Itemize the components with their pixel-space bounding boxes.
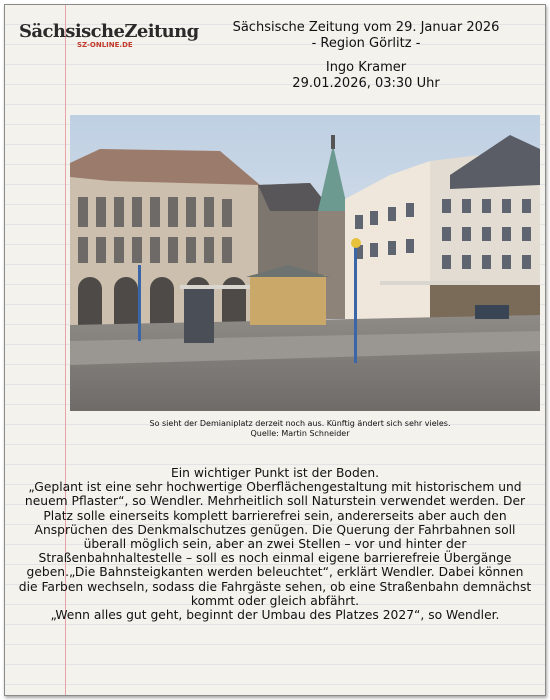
article-paragraph: „Geplant ist eine sehr hochwertige Oberflächengestaltung mit historischem und neuem Pflaster“, so Wendler. Mehrheitlich soll Naturstein verwendet werden. Der Platz solle einerseits komplett barrierefrei sein, andererseits aber auch den Ansprüchen des Denkmalschutzes genügen. Die Querung der Fahrbahnen soll überall möglich sein, aber an zwei Stellen – vor und hinter der Straßenbahnhaltestelle – soll es noch einmal eigene barrierefreie Übergänge geben.„Die Bahnsteigkanten werden beleuchtet“, erklärt Wendler. Dabei können die Farben wechseln, sodass die Fahrgäste sehen, ob eine Straßenbahn demnächst kommt oder gleich abfährt. [18, 480, 532, 608]
article-paragraph: Ein wichtiger Punkt ist der Boden. [170, 466, 380, 480]
logo-subtext: SZ-ONLINE.DE [77, 41, 133, 49]
street-scene-photo [70, 115, 540, 411]
publish-datetime: 29.01.2026, 03:30 Uhr [292, 76, 440, 91]
article-body [17, 466, 533, 622]
article-header [205, 20, 527, 92]
photo-caption [75, 419, 525, 439]
photo-credit: Quelle: Martin Schneider [250, 429, 350, 438]
author-name: Ingo Kramer [325, 60, 407, 75]
logo-text: SächsischeZeitung [19, 21, 199, 42]
edition-line: Sächsische Zeitung vom 29. Januar 2026 [232, 20, 500, 35]
newspaper-logo [19, 21, 199, 61]
clipping-sheet [4, 4, 546, 696]
photo-illustration [70, 115, 540, 411]
region-line: - Region Görlitz - [311, 36, 421, 51]
article-paragraph: „Wenn alles gut geht, beginnt der Umbau des Platzes 2027“, so Wendler. [50, 608, 500, 623]
caption-text: So sieht der Demianiplatz derzeit noch aus. Künftig ändert sich sehr vieles. [149, 419, 451, 428]
